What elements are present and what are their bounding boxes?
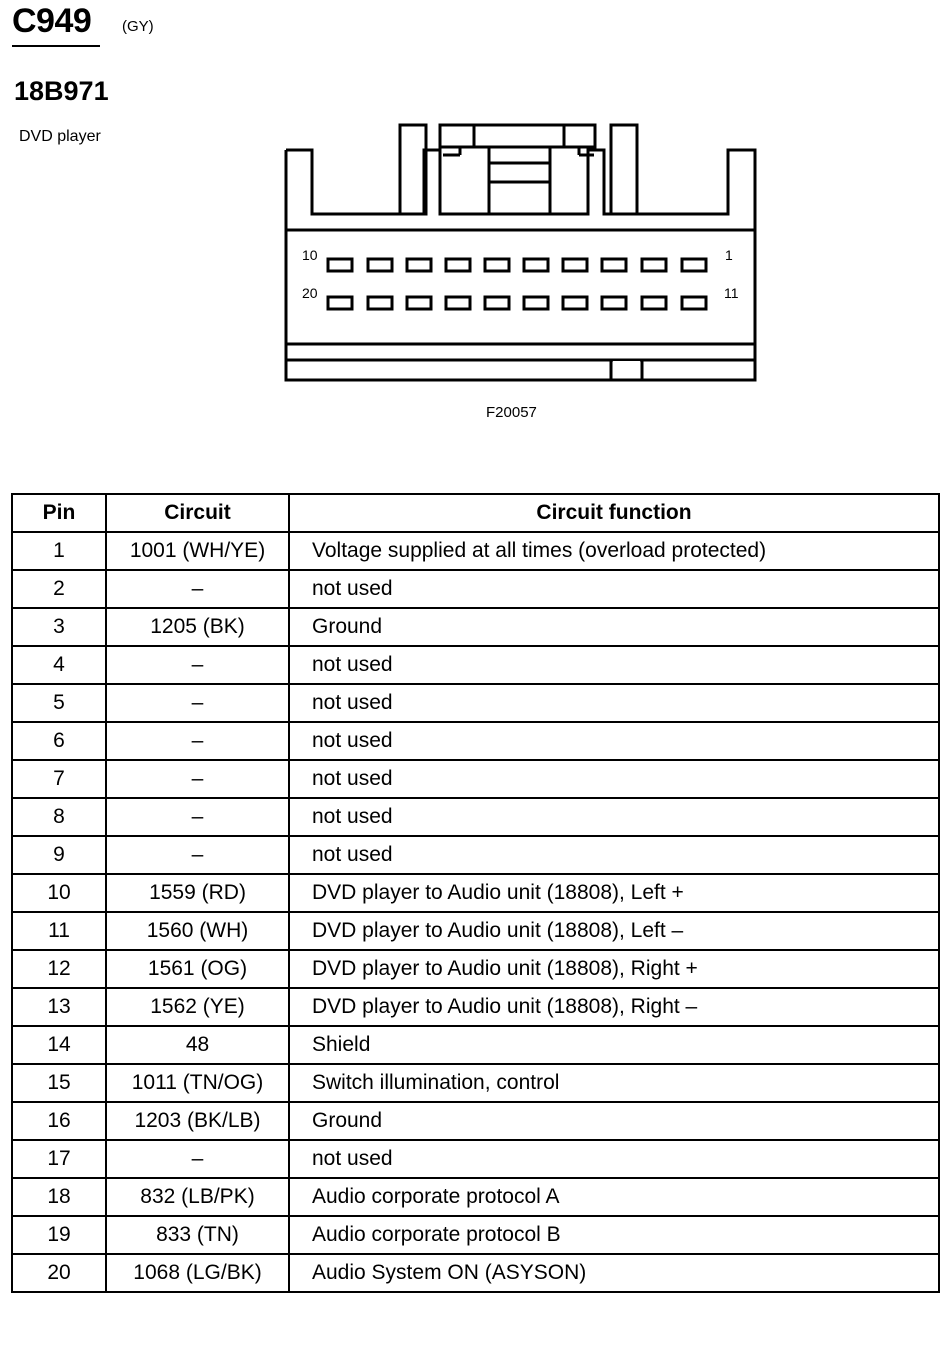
pin-cell: 19	[12, 1216, 106, 1254]
connector-face-diagram	[280, 118, 770, 388]
circuit-cell: 1001 (WH/YE)	[106, 532, 289, 570]
pin-cell: 12	[12, 950, 106, 988]
circuit-cell: 832 (LB/PK)	[106, 1178, 289, 1216]
function-cell: not used	[289, 646, 939, 684]
pin-row-bottom	[328, 297, 706, 309]
function-cell: Audio System ON (ASYSON)	[289, 1254, 939, 1292]
function-cell: not used	[289, 798, 939, 836]
pin-cell: 5	[12, 684, 106, 722]
pin-cell: 17	[12, 1140, 106, 1178]
function-cell: Shield	[289, 1026, 939, 1064]
table-row	[12, 874, 939, 912]
pin-cell: 11	[12, 912, 106, 950]
circuit-cell: –	[106, 798, 289, 836]
function-cell: Switch illumination, control	[289, 1064, 939, 1102]
pin-cell: 6	[12, 722, 106, 760]
circuit-cell: 1205 (BK)	[106, 608, 289, 646]
header-pin: Pin	[12, 494, 106, 532]
pin-label-11: 11	[724, 285, 739, 301]
pin-label-1: 1	[725, 247, 733, 263]
table-row	[12, 722, 939, 760]
header-circuit-function: Circuit function	[289, 494, 939, 532]
function-cell: Ground	[289, 608, 939, 646]
pin-cell: 20	[12, 1254, 106, 1292]
pin-cell: 3	[12, 608, 106, 646]
circuit-cell: 1559 (RD)	[106, 874, 289, 912]
function-cell: not used	[289, 1140, 939, 1178]
pin-label-10: 10	[302, 247, 318, 263]
circuit-cell: 1560 (WH)	[106, 912, 289, 950]
table-header-row	[12, 494, 939, 532]
pin-cell: 14	[12, 1026, 106, 1064]
circuit-cell: –	[106, 836, 289, 874]
pin-cell: 8	[12, 798, 106, 836]
header-circuit: Circuit	[106, 494, 289, 532]
latch-top-inner	[474, 125, 564, 147]
circuit-cell: 1011 (TN/OG)	[106, 1064, 289, 1102]
table-row	[12, 988, 939, 1026]
table-row	[12, 1102, 939, 1140]
table-row	[12, 760, 939, 798]
table-row	[12, 684, 939, 722]
table-row	[12, 1140, 939, 1178]
connector-color: (GY)	[122, 18, 154, 35]
pin-cell: 13	[12, 988, 106, 1026]
table-row	[12, 608, 939, 646]
table-row	[12, 912, 939, 950]
function-cell: not used	[289, 836, 939, 874]
pin-row-top	[328, 259, 706, 271]
pin-table	[11, 493, 940, 1293]
table-row	[12, 646, 939, 684]
part-number: 18B971	[14, 76, 109, 106]
pin-cell: 16	[12, 1102, 106, 1140]
function-cell: DVD player to Audio unit (18808), Left –	[289, 912, 939, 950]
table-row	[12, 950, 939, 988]
pin-cell: 7	[12, 760, 106, 798]
circuit-cell: –	[106, 684, 289, 722]
pin-label-20: 20	[302, 285, 318, 301]
pin-cell: 9	[12, 836, 106, 874]
table-row	[12, 798, 939, 836]
circuit-cell: –	[106, 646, 289, 684]
circuit-cell: –	[106, 722, 289, 760]
function-cell: Audio corporate protocol B	[289, 1216, 939, 1254]
circuit-cell: 48	[106, 1026, 289, 1064]
circuit-cell: –	[106, 760, 289, 798]
circuit-cell: 833 (TN)	[106, 1216, 289, 1254]
function-cell: not used	[289, 722, 939, 760]
pin-cell: 18	[12, 1178, 106, 1216]
pin-cell: 15	[12, 1064, 106, 1102]
connector-id-underline	[12, 45, 100, 47]
table-row	[12, 1178, 939, 1216]
table-row	[12, 532, 939, 570]
circuit-cell: 1561 (OG)	[106, 950, 289, 988]
function-cell: DVD player to Audio unit (18808), Right –	[289, 988, 939, 1026]
pin-cell: 4	[12, 646, 106, 684]
table-row	[12, 570, 939, 608]
pin-cell: 10	[12, 874, 106, 912]
function-cell: DVD player to Audio unit (18808), Left +	[289, 874, 939, 912]
table-row	[12, 1064, 939, 1102]
latch-left-post	[400, 125, 426, 214]
circuit-cell: 1562 (YE)	[106, 988, 289, 1026]
connector-id: C949	[12, 2, 92, 40]
figure-code: F20057	[486, 404, 537, 421]
table-row	[12, 1216, 939, 1254]
pin-cell: 1	[12, 532, 106, 570]
latch-top-bar	[440, 125, 595, 147]
function-cell: Ground	[289, 1102, 939, 1140]
component-name: DVD player	[19, 128, 101, 145]
pin-table-body	[12, 532, 939, 1292]
table-row	[12, 1026, 939, 1064]
function-cell: Voltage supplied at all times (overload protected)	[289, 532, 939, 570]
circuit-cell: 1068 (LG/BK)	[106, 1254, 289, 1292]
table-row	[12, 1254, 939, 1292]
function-cell: DVD player to Audio unit (18808), Right +	[289, 950, 939, 988]
function-cell: not used	[289, 684, 939, 722]
function-cell: not used	[289, 570, 939, 608]
circuit-cell: 1203 (BK/LB)	[106, 1102, 289, 1140]
circuit-cell: –	[106, 570, 289, 608]
table-row	[12, 836, 939, 874]
latch-right-post	[611, 125, 637, 214]
function-cell: not used	[289, 760, 939, 798]
function-cell: Audio corporate protocol A	[289, 1178, 939, 1216]
circuit-cell: –	[106, 1140, 289, 1178]
pin-cell: 2	[12, 570, 106, 608]
